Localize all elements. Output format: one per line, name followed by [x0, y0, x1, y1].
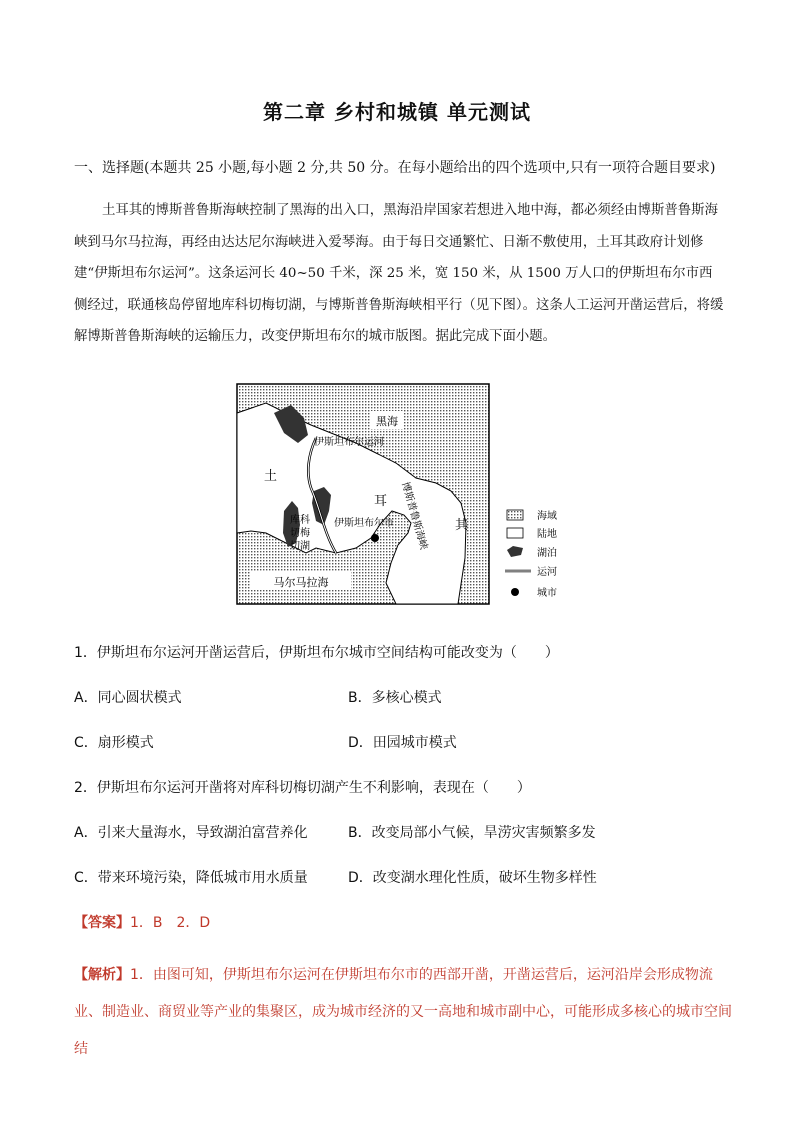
map-label-marmara: 马尔马拉海	[273, 576, 329, 589]
map-label-city: 伊斯坦布尔市	[334, 518, 394, 529]
legend-canal-label: 运河	[537, 567, 557, 578]
map-label-strait: 博斯普鲁斯海峡	[399, 480, 429, 552]
map-figure	[236, 383, 490, 605]
answer-text: 1．B 2．D	[130, 915, 211, 931]
legend-city-label: 城市	[537, 588, 557, 599]
map-label-tu: 土	[264, 469, 278, 484]
legend-land-swatch	[507, 528, 523, 538]
map-label-lake-2: 切梅	[290, 528, 310, 539]
legend-city-swatch	[511, 588, 519, 596]
analysis	[74, 957, 734, 1068]
section-header: 一、选择题(本题共 25 小题,每小题 2 分,共 50 分。在每小题给出的四个选项中,只有一项符合题目要求)	[74, 160, 716, 176]
passage-text: 土耳其的博斯普鲁斯海峡控制了黑海的出入口，黑海沿岸国家若想进入地中海，都必须经由博斯普鲁斯海峡到马尔马拉海，再经由达达尼尔海峡进入爱琴海。由于每日交通繁忙、日渐不敷使用，土耳其政府计划修建“伊斯坦布尔运河”。这条运河长 40~50 千米，深 25 米，宽 150 米，从 1500 万人口的伊斯坦布尔市西侧经过，联通核岛停留地库科切梅切湖，与博斯普鲁斯海峡相平行（见下图）。这条人工运河开凿运营后，将缓解博斯普鲁斯海峡的运输压力，改变伊斯坦布尔的城市版图。据此完成下面小题。	[74, 203, 724, 344]
question-1-stem: 1．伊斯坦布尔运河开凿运营后，伊斯坦布尔城市空间结构可能改变为（ ）	[74, 645, 559, 661]
map-label-canal: 伊斯坦布尔运河	[314, 437, 384, 448]
question-1-option-d: D．田园城市模式	[348, 735, 457, 751]
city-dot	[371, 534, 379, 542]
map-label-qi: 其	[455, 518, 469, 533]
analysis-tag: 【解析】	[74, 967, 130, 983]
analysis-text: 1．由图可知，伊斯坦布尔运河在伊斯坦布尔市的西部开凿，开凿运营后，运河沿岸会形成物流业、制造业、商贸业等产业的集聚区，成为城市经济的又一高地和城市副中心，可能形成多核心的城市空间结	[74, 967, 732, 1057]
answer-tag: 【答案】	[74, 915, 130, 931]
legend-sea-swatch	[507, 510, 523, 520]
map-label-lake-3: 切湖	[290, 541, 310, 552]
map-label-black-sea: 黑海	[376, 415, 398, 428]
question-2-option-b: B．改变局部小气候，旱涝灾害频繁多发	[348, 825, 596, 841]
question-2-option-a: A．引来大量海水，导致湖泊富营养化	[74, 825, 308, 841]
question-2-option-c: C．带来环境污染，降低城市用水质量	[74, 870, 308, 886]
map-label-lake-1: 库科	[290, 515, 310, 526]
map-label-er: 耳	[374, 494, 388, 509]
legend-lake-label: 湖泊	[537, 548, 557, 559]
question-2-option-d: D．改变湖水理化性质，破坏生物多样性	[348, 870, 597, 886]
legend-land-label: 陆地	[537, 529, 557, 540]
page-title: 第二章 乡村和城镇 单元测试	[263, 100, 531, 124]
passage	[74, 195, 724, 353]
map-legend	[505, 505, 575, 600]
question-1-option-a: A．同心圆状模式	[74, 690, 182, 706]
answer-line	[74, 912, 210, 932]
question-1-option-b: B．多核心模式	[348, 690, 442, 706]
question-1-option-c: C．扇形模式	[74, 735, 154, 751]
question-2-stem: 2．伊斯坦布尔运河开凿将对库科切梅切湖产生不利影响，表现在（ ）	[74, 780, 531, 796]
legend-sea-label: 海域	[537, 511, 557, 522]
legend-lake-swatch	[507, 546, 523, 557]
